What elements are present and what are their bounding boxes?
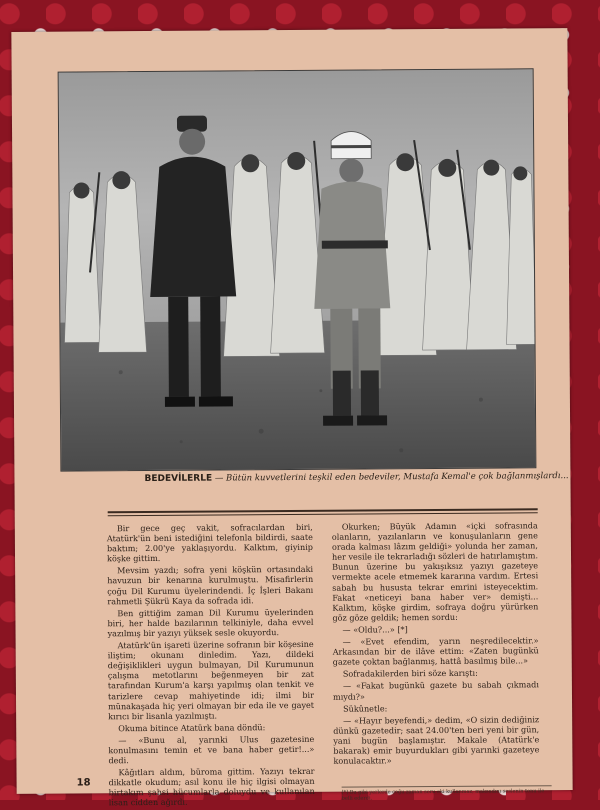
article-column-right: [332, 520, 540, 768]
footnote: [*] Bu gibi yerlerde çoğu zaman soru eki kullanmaz, maksadını seslenin tonu ile belli ederdi.: [342, 785, 552, 801]
paragraph: — «Bunu al, yarınki Ulus gazetesine konulmasını temin et ve bana haber getir!...» dedi.: [108, 734, 314, 766]
paragraph: Sofradakilerden biri söze karıştı:: [333, 668, 539, 680]
caption-dash: —: [212, 473, 226, 483]
page-number: 18: [77, 777, 91, 788]
article-column-left: [107, 522, 315, 810]
paragraph: — «Fakat bugünkü gazete bu sabah çıkmadı mıydı?»: [333, 680, 539, 702]
section-rule-thin: [108, 512, 538, 516]
paragraph: Okurken; Büyük Adamın «içki sofrasında olanların, yazılanların ve konuşulanların gene orada kalması lâzım geldiği» yolunda her zaman, her vesile ile tekrarladığı sözleri de hatırlamıştım. Bunun üzerine bu yakışıksız yazıyı gazeteye vermekte acele etmemek kararına vardım. Ertesi sabah bu hususta tekrar emrini isteyecektim. Fakat «neticeyi bana haber ver» demişti... Kalktım, köşke girdim, sofraya doğru yürürken göz göze geldik; hemen sordu:: [332, 520, 539, 622]
paragraph: Bir gece geç vakit, sofracılardan biri, Atatürk'ün beni istediğini telefonla bildirdi, saate baktım; 2.00'ye yaklaşıyordu. Kalktım, giyinip köşke gittim.: [107, 522, 313, 564]
photo-caption: [144, 471, 564, 484]
magazine-page: [11, 28, 572, 794]
historical-photograph: [58, 68, 537, 471]
paragraph: — «Oldu?...» [*]: [332, 623, 538, 635]
paragraph: Sükûnetle:: [333, 702, 539, 714]
paragraph: — «Evet efendim, yarın neşredilecektir.» Arkasından bir de ilâve ettim: «Zaten bugünkü gazete çoktan bağlanmış, hattâ basılmış bile...»: [333, 635, 539, 667]
paragraph: — «Hayır beyefendi,» dedim, «O sizin dediğiniz dünkü gazetedir; saat 24.00'ten beri yeni bir gün, yani bugün başlamıştır. Makale (Atatürk'e bakarak) emir buyurdukları gibi yarınki gazeteye konulacaktır.»: [333, 714, 539, 766]
paragraph: Atatürk'ün işareti üzerine sofranın bir köşesine iliştim; okunanı dinledim. Yazı, dildeki değişiklikleri uygun bulmayan, Dil Kurumunun çalışma metotlarını beğenmeyen bir zat tarafından Kurum'a karşı yapılmış olan tenkit ve tarizlere cevap mahiyetinde idi; ilmi bir münakaşada hiç yeri olmayan bir eda ile ve gayet kırıcı bir lisanla yazılmıştı.: [108, 639, 315, 721]
paragraph: Mevsim yazdı; sofra yeni köşkün ortasındaki havuzun bir kenarına kurulmuştu. Misafirlerin çoğu Dil Kurumu üyelerindendi. İç İşleri Bakanı rahmetli Şükrü Kaya da sofrada idi.: [107, 564, 313, 606]
caption-text: Bütün kuvvetlerini teşkil eden bedeviler, Mustafa Kemal'e çok bağlanmışlardı...: [226, 471, 569, 483]
paragraph: Okuma bitince Atatürk bana döndü:: [108, 722, 314, 734]
caption-label: BEDEVİLERLE: [144, 474, 212, 484]
photo-illustration: [59, 69, 536, 470]
paragraph: Ben gittiğim zaman Dil Kurumu üyelerinden biri, her halde bazılarının telkiniyle, daha evvel yazılmış bir yazıyı yüksek sesle okuyordu.: [107, 607, 313, 639]
paragraph: Kâğıtları aldım, büroma gittim. Yazıyı tekrar dikkatle okudum; asıl konu ile hiç ilgisi olmayan birtakım şahsi hücumlarla doluydu ve kullanılan lisan cidden ağırdı.: [108, 766, 314, 808]
